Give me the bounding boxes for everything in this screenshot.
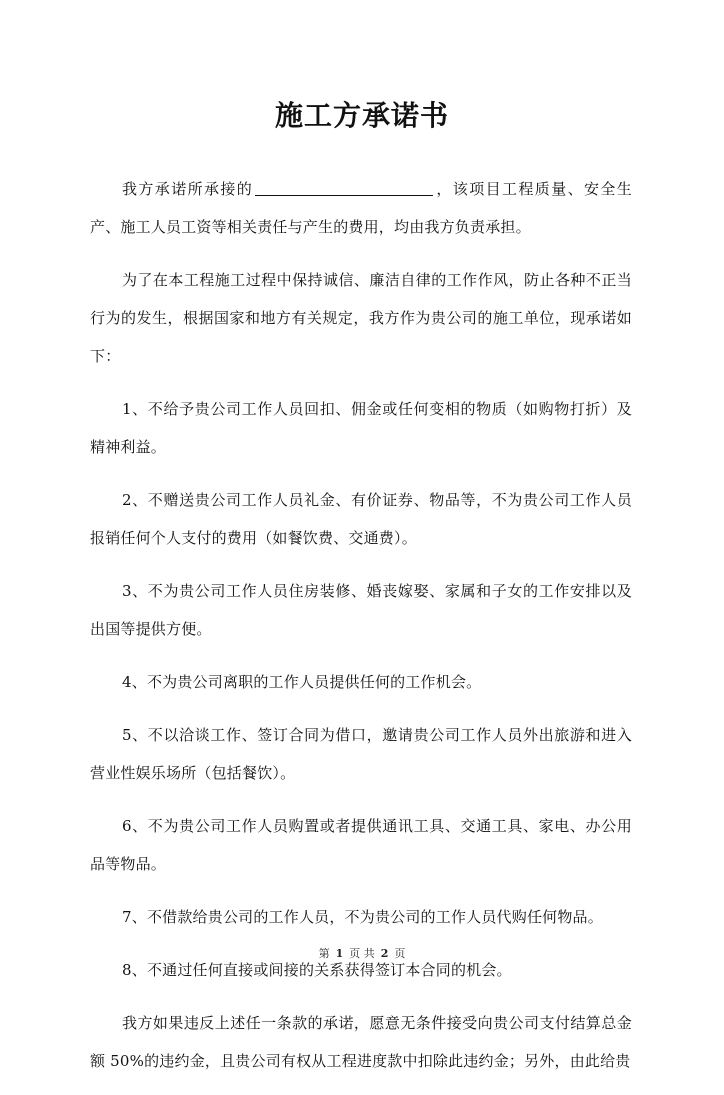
- intro-text-end: ，该项目工程质量、安全生产、施工人员工资等相关责任与产生的费用，均由我方负责承担。: [90, 180, 632, 236]
- list-item: 6、不为贵公司工作人员购置或者提供通讯工具、交通工具、家电、办公用品等物品。: [90, 817, 632, 873]
- page-footer: [0, 946, 724, 962]
- page-label-prefix: 第: [318, 947, 330, 960]
- list-item: 5、不以洽谈工作、签订合同为借口，邀请贵公司工作人员外出旅游和进入营业性娱乐场所（包括餐饮）。: [90, 726, 632, 782]
- list-item: 8、不通过任何直接或间接的关系获得签订本合同的机会。: [122, 961, 512, 979]
- page-label-mid: 页 共: [349, 947, 375, 960]
- page-number: 1: [335, 947, 344, 960]
- intro-paragraph: [90, 170, 632, 246]
- list-item: 1、不给予贵公司工作人员回扣、佣金或任何变相的物质（如购物打折）及精神利益。: [90, 400, 632, 456]
- project-name-blank: [255, 177, 433, 196]
- list-item: 3、不为贵公司工作人员住房装修、婚丧嫁娶、家属和子女的工作安排以及出国等提供方便。: [90, 582, 632, 638]
- list-item: 7、不借款给贵公司的工作人员，不为贵公司的工作人员代购任何物品。: [122, 908, 603, 926]
- intro-text-start: 我方承诺所承接的: [122, 180, 254, 198]
- list-item: 4、不为贵公司离职的工作人员提供任何的工作机会。: [122, 673, 482, 691]
- page-total: 2: [380, 947, 389, 960]
- preamble-paragraph: 为了在本工程施工过程中保持诚信、廉洁自律的工作作风，防止各种不正当行为的发生，根据国家和地方有关规定，我方作为贵公司的施工单位，现承诺如下：: [90, 271, 632, 365]
- page-label-suffix: 页: [394, 947, 406, 960]
- document-title: 施工方承诺书: [274, 99, 449, 132]
- list-item: 2、不赠送贵公司工作人员礼金、有价证券、物品等，不为贵公司工作人员报销任何个人支付的费用（如餐饮费、交通费）。: [90, 491, 632, 547]
- closing-paragraph: 我方如果违反上述任一条款的承诺，愿意无条件接受向贵公司支付结算总金额 50%的违约金，且贵公司有权从工程进度款中扣除此违约金；另外，由此给贵: [90, 1014, 632, 1070]
